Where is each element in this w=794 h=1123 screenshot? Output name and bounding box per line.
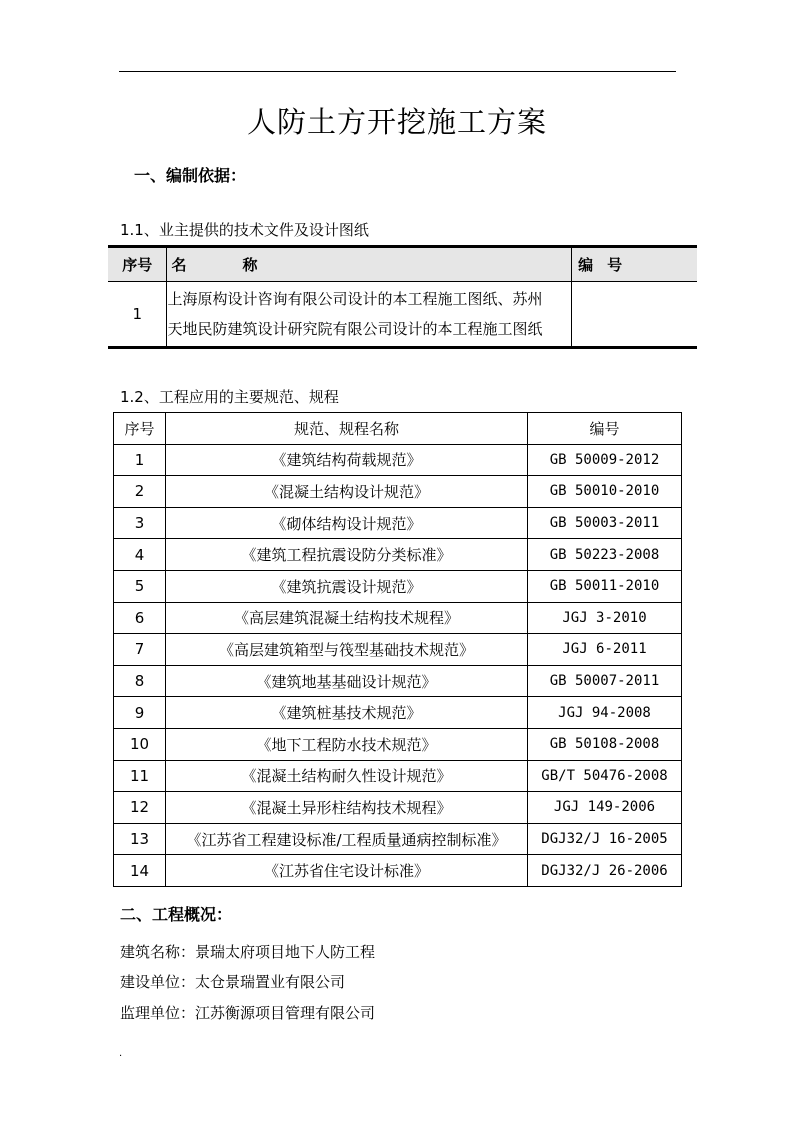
table-row [114,602,682,634]
row-code: JGJ 3-2010 [528,602,682,634]
row-name: 《砌体结构设计规范》 [166,507,528,539]
footer-mark: . [119,1048,123,1059]
row-name: 《建筑工程抗震设防分类标准》 [166,539,528,571]
row-code: GB 50223-2008 [528,539,682,571]
column-header-code: 编号 [528,413,682,445]
row-no: 10 [114,728,166,760]
column-header-name-part1: 名 [171,256,187,274]
row-name: 《建筑桩基技术规范》 [166,697,528,729]
row-code: DGJ32/J 16-2005 [528,823,682,855]
row-no: 11 [114,760,166,792]
row-code: GB 50003-2011 [528,507,682,539]
row-no: 3 [114,507,166,539]
standards-table [113,412,682,887]
row-name: 《建筑地基基础设计规范》 [166,665,528,697]
row-no: 8 [114,665,166,697]
column-header-code-part2: 号 [607,256,623,274]
table-row [114,697,682,729]
row-code [572,282,697,348]
owner-unit-line: 建设单位：太仓景瑞置业有限公司 [120,973,346,991]
building-name-line: 建筑名称：景瑞太府项目地下人防工程 [120,943,376,961]
column-header-code [572,247,697,282]
table-row [114,570,682,602]
row-code: GB 50108-2008 [528,728,682,760]
row-no: 5 [114,570,166,602]
row-name: 《地下工程防水技术规范》 [166,728,528,760]
row-name: 《江苏省住宅设计标准》 [166,855,528,887]
supervisor-unit-line: 监理单位：江苏衡源项目管理有限公司 [120,1004,376,1022]
row-no: 2 [114,476,166,508]
row-no: 7 [114,634,166,666]
table-row [114,665,682,697]
row-code: GB/T 50476-2008 [528,760,682,792]
header-rule [119,71,676,72]
table-row [114,792,682,824]
row-no: 4 [114,539,166,571]
column-header-code-part1: 编 [578,256,594,274]
row-no: 1 [108,282,167,348]
table-header-row [114,413,682,445]
table-row [114,728,682,760]
table-row [114,855,682,887]
row-name: 《混凝土结构耐久性设计规范》 [166,760,528,792]
column-header-name: 规范、规程名称 [166,413,528,445]
row-name-line1: 上海原构设计咨询有限公司设计的本工程施工图纸、苏州 [167,290,543,308]
row-code: GB 50007-2011 [528,665,682,697]
row-name: 《建筑结构荷载规范》 [166,444,528,476]
column-header-no: 序号 [114,413,166,445]
column-header-name-part2: 称 [242,256,258,274]
row-no: 13 [114,823,166,855]
row-code: GB 50010-2010 [528,476,682,508]
row-code: JGJ 94-2008 [528,697,682,729]
section-heading-overview: 二、工程概况： [120,905,233,924]
table-row [114,760,682,792]
row-name [167,282,572,348]
table-row [114,539,682,571]
table-row [114,507,682,539]
row-name: 《高层建筑混凝土结构技术规程》 [166,602,528,634]
row-name: 《高层建筑箱型与筏型基础技术规范》 [166,634,528,666]
row-name: 《建筑抗震设计规范》 [166,570,528,602]
table-row [114,634,682,666]
table-row [114,476,682,508]
table-row [108,282,697,348]
subsection-heading-standards: 1.2、工程应用的主要规范、规程 [120,388,339,406]
column-header-no: 序号 [108,247,167,282]
row-no: 6 [114,602,166,634]
column-header-name [167,247,572,282]
row-code: GB 50009-2012 [528,444,682,476]
row-no: 1 [114,444,166,476]
row-name: 《混凝土异形柱结构技术规程》 [166,792,528,824]
table-header-row [108,247,697,282]
row-code: DGJ32/J 26-2006 [528,855,682,887]
row-name-line2: 天地民防建筑设计研究院有限公司设计的本工程施工图纸 [167,320,543,338]
owner-documents-table [108,245,697,349]
table-row [114,444,682,476]
section-heading-basis: 一、编制依据： [134,166,247,185]
row-no: 9 [114,697,166,729]
row-name: 《混凝土结构设计规范》 [166,476,528,508]
table-row [114,823,682,855]
row-no: 12 [114,792,166,824]
subsection-heading-owner-documents: 1.1、业主提供的技术文件及设计图纸 [120,221,369,239]
row-name: 《江苏省工程建设标准/工程质量通病控制标准》 [166,823,528,855]
row-code: JGJ 6-2011 [528,634,682,666]
row-code: GB 50011-2010 [528,570,682,602]
row-code: JGJ 149-2006 [528,792,682,824]
document-title: 人防土方开挖施工方案 [246,105,547,139]
row-no: 14 [114,855,166,887]
